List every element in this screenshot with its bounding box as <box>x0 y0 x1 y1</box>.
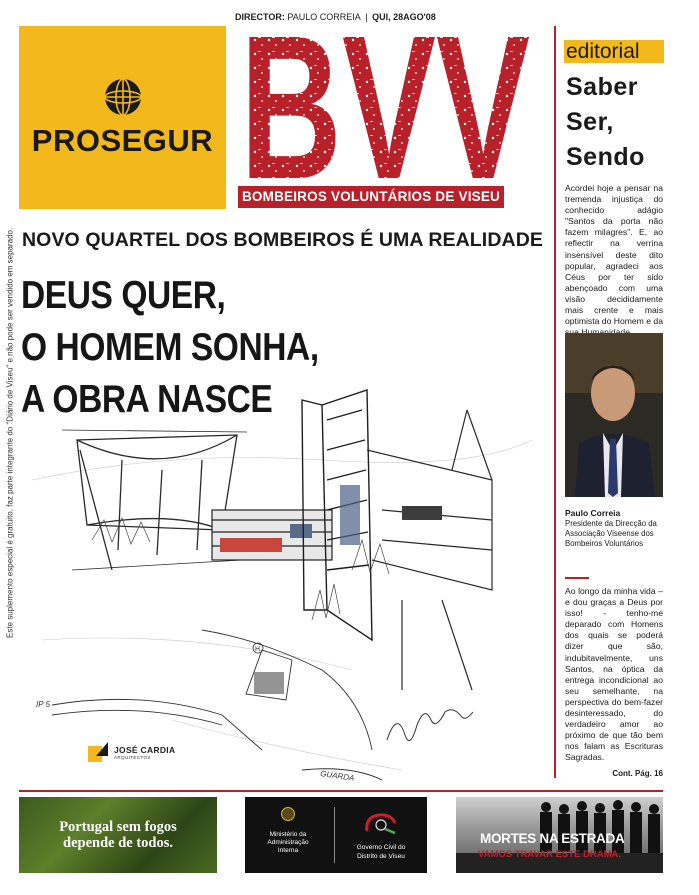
ad-mai-right <box>339 811 423 861</box>
bvv-subtitle: BOMBEIROS VOLUNTÁRIOS DE VISEU <box>238 186 504 208</box>
column-divider <box>554 26 556 778</box>
ad-road-title: MORTES NA ESTRADA <box>480 831 625 846</box>
editorial-title-line-2: Ser, <box>566 108 614 136</box>
kicker-headline: NOVO QUARTEL DOS BOMBEIROS É UMA REALIDADE <box>22 229 543 251</box>
ad-fire-line-1: Portugal sem fogos <box>59 819 177 835</box>
architecture-sketch <box>22 310 542 785</box>
editorial-title-line-3: Sendo <box>566 143 645 171</box>
sketch-label-ip5: IP 5 <box>36 700 50 709</box>
ad-mai-divider <box>334 807 335 863</box>
architect-name: JOSÉ CARDIA <box>114 745 176 755</box>
director-label: DIRECTOR: <box>235 12 285 22</box>
ad-mai-left-1: Ministério da <box>269 831 307 838</box>
prosegur-brand: PROSEGUR <box>31 122 214 158</box>
author-role: Presidente da Direcção da Associação Viseense dos Bombeiros Voluntários <box>565 519 657 548</box>
editorial-title <box>566 70 645 175</box>
ad-mai-left-3: Interna <box>277 847 299 854</box>
editorial-tag: editorial <box>564 40 664 63</box>
bvv-logo <box>238 22 532 184</box>
coat-of-arms-icon <box>281 807 295 821</box>
side-note-text: Este suplemento especial é gratuito, faz parte integrante do "Diário de Viseu" e não pode ser vendido em separado. <box>5 227 15 638</box>
ad-mai-right-2: Distrito de Viseu <box>357 853 405 860</box>
author-photo <box>565 333 663 497</box>
ad-mai-left-2: Administração <box>267 839 309 846</box>
prosegur-ad[interactable] <box>19 26 226 209</box>
bvv-logo-text: BVV <box>240 22 530 184</box>
red-divider <box>565 577 589 579</box>
author-caption <box>565 508 663 549</box>
side-note <box>2 227 18 638</box>
headline-line-3: A OBRA NASCE <box>21 378 273 421</box>
ad-fire-text <box>19 819 217 851</box>
globe-icon <box>103 77 143 117</box>
architect-credit <box>88 742 175 764</box>
signature <box>387 710 473 741</box>
ad-mai-right-1: Governo Civil do <box>356 844 406 851</box>
ad-mai-left <box>253 807 323 855</box>
editorial-text-1: Acordei hoje a pensar na tremenda injustiça do conhecido adágio "Santos da porta não fazem milagres". E, ao reflectir na verrina insensível deste dito popular, agradeci aos Céus por ter sido abençoado com uma visão decididamente mais crente e mais optimista do Homem e da <box>565 183 663 327</box>
separator: | <box>365 12 368 22</box>
director-line <box>235 12 436 22</box>
editorial-text-2: Ao longo da minha vida – e dou graças a Deus por isso! - tenho-me deparado com Homens dos quais se poderá dizer que são, indubitavelmente, uns Santos, na óptica da entrega incondicional ao seu semelhante, na perspectiva do bem-fazer desinteressado, do verdadeiro amor ao próximo de que tão bem nos falam as Escrituras Sagradas. <box>565 586 663 763</box>
editorial-title-line-1: Saber <box>566 73 638 101</box>
ad-road-subtitle: VAMOS TRAVAR ESTE DRAMA. <box>478 849 622 860</box>
footer-divider <box>19 790 663 792</box>
director-name: PAULO CORREIA <box>287 12 361 22</box>
issue-day: QUI, 28AGO'08 <box>372 12 436 22</box>
ad-fire-line-2: depende de todos. <box>63 835 173 851</box>
author-name: Paulo Correia <box>565 508 621 518</box>
ad-portugal-sem-fogos[interactable] <box>19 797 217 873</box>
headline-line-2: O HOMEM SONHA, <box>21 326 319 369</box>
headline-line-1: DEUS QUER, <box>21 274 226 317</box>
ad-mortes-na-estrada[interactable] <box>456 797 663 873</box>
architect-logo-icon <box>88 742 110 764</box>
ad-ministerio[interactable] <box>245 797 427 873</box>
architect-sub: ARQUITECTOS <box>114 755 151 760</box>
continued-link[interactable]: Cont. Pág. 16 <box>612 769 663 778</box>
governo-civil-logo-icon <box>361 811 401 837</box>
sketch-label-guarda: GUARDA <box>319 769 355 783</box>
map-marker-label: H <box>255 646 261 653</box>
